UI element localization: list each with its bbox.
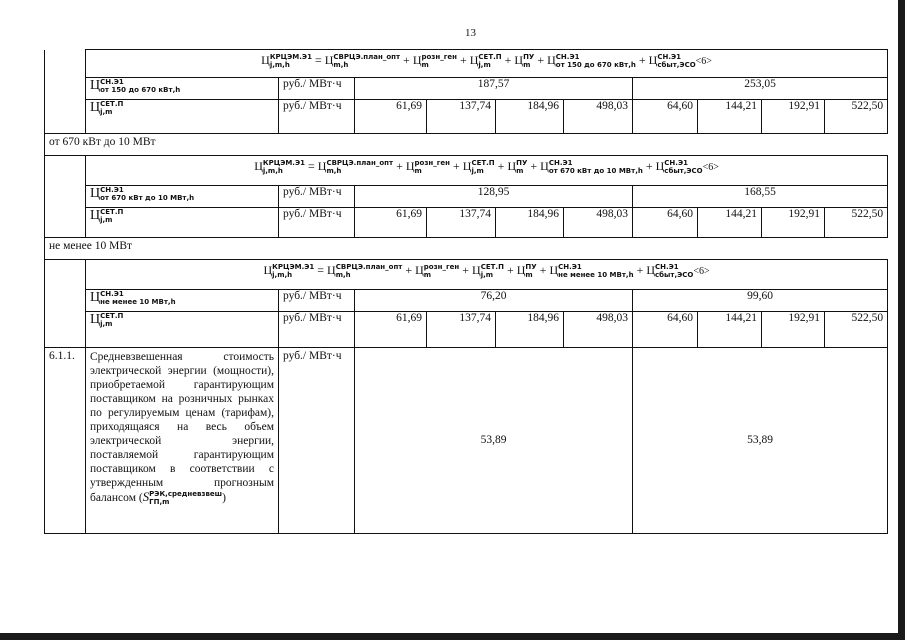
value-cell: 61,69 [355, 100, 427, 134]
formula-term: Ц ПУ m [516, 263, 537, 280]
value-cell: 498,03 [564, 312, 633, 348]
value-cell: 137,74 [427, 312, 496, 348]
value-cell: 53,89 [355, 348, 633, 534]
formula-lhs: Ц КРЦЭМ.Э1 j,m,h [261, 53, 312, 70]
formula-term: Ц розн_ген m [415, 263, 460, 280]
formula-term: Ц СВРЦЭ.план_опт m,h [317, 159, 394, 176]
formula-term: Ц СН.Э1 сбыт,ЭСО [655, 159, 703, 176]
value-cell: 184,96 [496, 312, 564, 348]
value-cell: 168,55 [633, 186, 888, 208]
formula: Ц КРЦЭМ.Э1 j,m,h = Ц СВРЦЭ.план_опт m,h + Ц розн_ген m + Ц СЕТ.П j,m + Ц ПУ m + Ц СН.Э1 от 670 кВт до 10 МВт,h + Ц СН.Э1 сбыт,ЭСО <6> [86, 156, 888, 186]
formula-lhs: Ц КРЦЭМ.Э1 j,m,h [254, 159, 305, 176]
set-symbol: Ц СЕТ.П j,m [90, 100, 124, 116]
item-description: Средневзвешенная стоимость электрической энергии (мощности), приобретаемой гарантирующим поставщиком на розничных рынках по регулируемым ценам (тарифам), приходящаяся на весь объем электрической энергии, поставляемой гарантирующим поставщиком в соответствии с утвержденным прогнозным балансом (S РЭК,средневзвеш ГП,m ) [86, 348, 279, 534]
value-cell: 144,21 [698, 100, 762, 134]
value-cell: 64,60 [633, 100, 698, 134]
formula-term: Ц СЕТ.П j,m [469, 53, 502, 70]
scan-edge-right [898, 0, 905, 640]
unit-cell: руб./ МВт·ч [279, 78, 355, 100]
value-cell: 184,96 [496, 100, 564, 134]
scan-edge-bottom [0, 633, 905, 640]
formula-term: Ц СВРЦЭ.план_опт m,h [327, 263, 403, 280]
value-cell: 99,60 [633, 290, 888, 312]
row-symbol [86, 312, 279, 348]
formula-term: Ц СЕТ.П j,m [472, 263, 504, 280]
formula-term: Ц СЕТ.П j,m [462, 159, 495, 176]
unit-cell: руб./ МВт·ч [279, 186, 355, 208]
formula-term: Ц СВРЦЭ.план_опт m,h [324, 53, 401, 70]
value-cell: 253,05 [633, 78, 888, 100]
set-symbol: Ц СЕТ.П j,m [90, 312, 124, 328]
section-label: не менее 10 МВт [45, 238, 888, 260]
value-cell: 137,74 [427, 100, 496, 134]
value-cell: 187,57 [355, 78, 633, 100]
row-symbol [86, 100, 279, 134]
formula-term: Ц СН.Э1 не менее 10 МВт,h [549, 263, 634, 280]
row-symbol [86, 290, 279, 312]
row-symbol [86, 186, 279, 208]
value-cell: 64,60 [633, 208, 698, 238]
section-label: от 670 кВт до 10 МВт [45, 134, 888, 156]
value-cell: 522,50 [825, 312, 888, 348]
formula-term: Ц ПУ m [507, 159, 528, 176]
page-number: 13 [465, 27, 476, 39]
formula-term: Ц СН.Э1 от 670 кВт до 10 МВт,h [540, 159, 643, 176]
formula-term: Ц СН.Э1 сбыт,ЭСО [646, 263, 694, 280]
unit-cell: руб./ МВт·ч [279, 290, 355, 312]
formula-term: Ц СН.Э1 от 150 до 670 кВт,h [547, 53, 636, 70]
value-cell: 522,50 [825, 100, 888, 134]
row-symbol [86, 78, 279, 100]
value-cell: 192,91 [762, 100, 825, 134]
formula-term: Ц ПУ m [514, 53, 535, 70]
formula: Ц КРЦЭМ.Э1 j,m,h = Ц СВРЦЭ.план_опт m,h + Ц розн_ген m + Ц СЕТ.П j,m + Ц ПУ m + Ц СН.Э1 не менее 10 МВт,h + Ц СН.Э1 сбыт,ЭСО <6> [86, 260, 888, 290]
value-cell: 184,96 [496, 208, 564, 238]
value-cell: 144,21 [698, 208, 762, 238]
value-cell: 61,69 [355, 208, 427, 238]
formula-term: Ц СН.Э1 сбыт,ЭСО [648, 53, 696, 70]
unit-cell: руб./ МВт·ч [279, 208, 355, 238]
value-cell: 137,74 [427, 208, 496, 238]
sn-symbol: Ц СН.Э1 от 150 до 670 кВт,h [90, 78, 181, 94]
tariff-table [44, 49, 888, 534]
value-cell: 76,20 [355, 290, 633, 312]
unit-cell: руб./ МВт·ч [279, 100, 355, 134]
formula-lhs: Ц КРЦЭМ.Э1 j,m,h [263, 263, 315, 280]
value-cell: 64,60 [633, 312, 698, 348]
value-cell: 498,03 [564, 100, 633, 134]
value-cell: 144,21 [698, 312, 762, 348]
formula: Ц КРЦЭМ.Э1 j,m,h = Ц СВРЦЭ.план_опт m,h + Ц розн_ген m + Ц СЕТ.П j,m + Ц ПУ m + Ц СН.Э1 от 150 до 670 кВт,h + Ц СН.Э1 сбыт,ЭСО <6> [86, 50, 888, 78]
value-cell: 61,69 [355, 312, 427, 348]
set-symbol: Ц СЕТ.П j,m [90, 208, 124, 224]
sn-symbol: Ц СН.Э1 от 670 кВт до 10 МВт,h [90, 186, 195, 202]
unit-cell: руб./ МВт·ч [279, 348, 355, 534]
row-symbol [86, 208, 279, 238]
sn-symbol: Ц СН.Э1 не менее 10 МВт,h [90, 290, 176, 306]
value-cell: 128,95 [355, 186, 633, 208]
value-cell: 192,91 [762, 208, 825, 238]
value-cell: 53,89 [633, 348, 888, 534]
formula-term: Ц розн_ген m [405, 159, 450, 176]
formula-term: Ц розн_ген m [412, 53, 457, 70]
unit-cell: руб./ МВт·ч [279, 312, 355, 348]
value-cell: 522,50 [825, 208, 888, 238]
item-number: 6.1.1. [45, 348, 86, 534]
value-cell: 498,03 [564, 208, 633, 238]
value-cell: 192,91 [762, 312, 825, 348]
